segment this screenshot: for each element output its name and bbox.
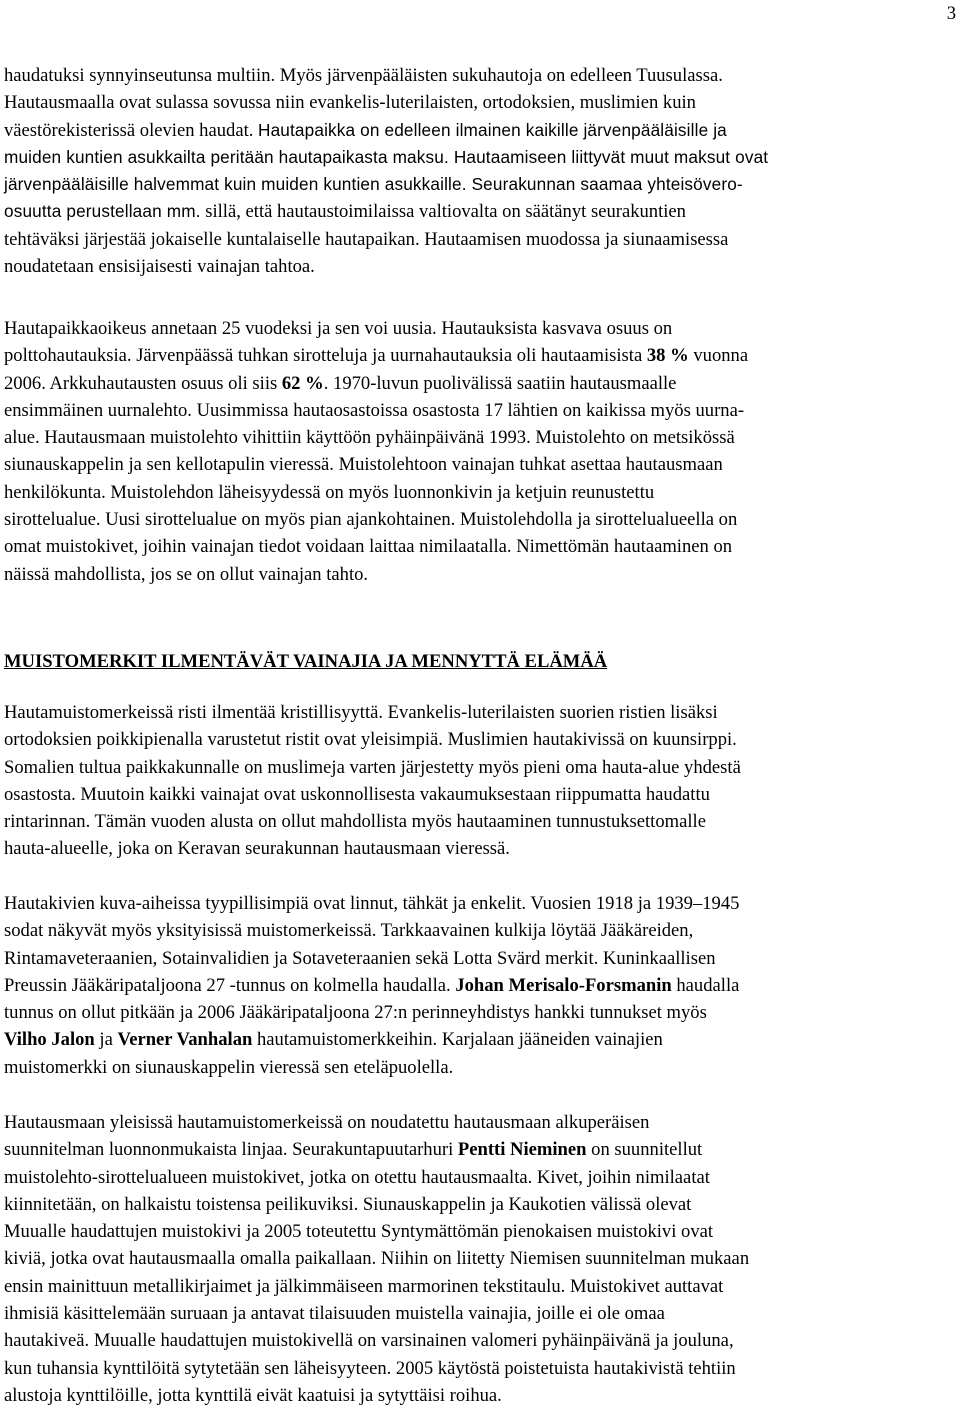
text-line: noudatetaan ensisijaisesti vainajan tahtoa. — [4, 256, 315, 278]
person-name: Johan Merisalo-Forsmanin — [455, 974, 672, 996]
text-line: ensin mainittuun metallikirjaimet ja jälkimmäiseen marmorinen tekstitaulu. Muistokivet auttavat — [4, 1275, 724, 1297]
text-line: polttohautauksia. Järvenpäässä tuhkan sirotteluja ja uurnahautauksia oli hautaamisista 38 % vuonna — [4, 345, 749, 367]
text-line: Somalien tultua paikkakunnalle on muslimeja varten järjestetty myös pieni oma hauta-alue yhdestä — [4, 756, 741, 778]
text-line: muistolehto-sirottelualueen muistokivet, jotka on otettu hautausmaalta. Kivet, joihin nimilaatat — [4, 1166, 710, 1188]
text-line: muistomerkki on siunauskappelin vieressä sen eteläpuolella. — [4, 1056, 454, 1078]
paragraph-5 — [4, 1109, 956, 1409]
text-line: Hautamuistomerkeissä risti ilmentää kristillisyyttä. Evankelis-luterilaisten suorien ristien lisäksi — [4, 702, 718, 723]
text-line: sirottelualue. Uusi sirottelualue on myös pian ajankohtainen. Muistolehdolla ja sirottelualueella on — [4, 509, 738, 531]
text-line: kun tuhansia kynttilöitä sytytetään sen läheisyyteen. 2005 käytöstä poistetuista hautakivistä tehtiin — [4, 1357, 736, 1379]
text-line: tehtäväksi järjestää jokaiselle kuntalaiselle hautapaikan. Hautaamisen muodossa ja siunaamisessa — [4, 228, 729, 250]
paragraph-1 — [4, 62, 956, 280]
text-line: 2006. Arkkuhautausten osuus oli siis 62 %. 1970-luvun puolivälissä saatiin hautausmaalle — [4, 372, 677, 394]
text-line: väestörekisterissä olevien haudat. Hautapaikka on edelleen ilmainen kaikille järvenpääläisille ja — [4, 119, 727, 141]
section-heading: MUISTOMERKIT ILMENTÄVÄT VAINAJIA JA MENNYTTÄ ELÄMÄÄ — [4, 651, 608, 672]
text-line: Vilho Jalon ja Verner Vanhalan hautamuistomerkkeihin. Karjalaan jääneiden vainajien — [4, 1029, 663, 1051]
text-line: Hautapaikkaoikeus annetaan 25 vuodeksi ja sen voi uusia. Hautauksista kasvava osuus on — [4, 318, 673, 339]
page-number: 3 — [946, 3, 956, 24]
text-line: haudatuksi synnyinseutunsa multiin. Myös järvenpääläisten sukuhautoja on edelleen Tuusulassa. — [4, 65, 723, 86]
text-line: ensimmäinen uurnalehto. Uusimmissa hautaosastoissa osastosta 17 lähtien on kaikissa myös uurna- — [4, 399, 745, 421]
highlight-percent: 62 % — [281, 372, 324, 394]
text-line: alustoja kynttilöille, jotta kynttilä eivät kaatuisi ja sytyttäisi roihua. — [4, 1384, 502, 1406]
text-line: Rintamaveteraanien, Sotainvalidien ja Sotaveteraanien sekä Lotta Svärd merkit. Kuninkaallisen — [4, 947, 716, 969]
text-line: ortodoksien poikkipienalla varustetut ristit ovat yleisimpiä. Muslimien hautakivissä on kuunsirppi. — [4, 729, 737, 751]
text-line: hauta-alueelle, joka on Keravan seurakunnan hautausmaan vieressä. — [4, 838, 510, 860]
text-line: kiviä, jotka ovat hautausmaalla omalla paikallaan. Niihin on liitetty Niemisen suunnitelman mukaan — [4, 1248, 750, 1270]
text-line: sodat näkyvät myös yksityisissä muistomerkeissä. Tarkkaavainen kulkija löytää Jääkäreiden, — [4, 920, 694, 942]
text-line: Hautausmaalla ovat sulassa sovussa niin evankelis-luterilaisten, ortodoksien, muslimien kuin — [4, 92, 696, 114]
text-line: suunnitelman luonnonmukaista linjaa. Seurakuntapuutarhuri Pentti Nieminen on suunnitellut — [4, 1139, 703, 1161]
text-line: tunnus on ollut pitkään ja 2006 Jääkäripataljoona 27:n perinneyhdistys hankki tunnukset myös — [4, 1002, 707, 1024]
text-line: alue. Hautausmaan muistolehto vihittiin käyttöön pyhäinpäivänä 1993. Muistolehto on metsikössä — [4, 427, 735, 449]
text-line: osuutta perustellaan mm. sillä, että hautaustoimilaissa valtiovalta on säätänyt seurakuntien — [4, 201, 686, 223]
text-line: hautakiveä. Muualle haudattujen muistokivellä on varsinainen valomeri pyhäinpäivänä ja jouluna, — [4, 1330, 734, 1352]
text-line: järvenpääläisille halvemmat kuin muiden kuntien asukkaille. Seurakunnan saamaa yhteisövero- — [4, 174, 743, 195]
paragraph-3 — [4, 699, 956, 863]
paragraph-4 — [4, 890, 956, 1081]
text-line: henkilökunta. Muistolehdon läheisyydessä on myös luonnonkivin ja ketjuin reunustettu — [4, 481, 655, 503]
text-line: omat muistokivet, joihin vainajan tiedot voidaan laittaa nimilaatalla. Nimettömän hautaaminen on — [4, 536, 733, 558]
text-line: osastosta. Muutoin kaikki vainajat ovat uskonnollisesta vakaumuksestaan riippumatta haudattu — [4, 783, 710, 805]
text-line: muiden kuntien asukkailta peritään hautapaikasta maksu. Hautaamiseen liittyvät muut maksut ovat — [4, 146, 769, 167]
text-line: siunauskappelin ja sen kellotapulin vieressä. Muistolehtoon vainajan tuhkat asettaa hautausmaan — [4, 454, 723, 476]
text-line: ihmisiä käsittelemään suruaan ja antavat tilaisuuden muistella vainajia, joille ei ole omaa — [4, 1303, 665, 1325]
text-line: kiinnitetään, on halkaistu toistensa peilikuviksi. Siunauskappelin ja Kaukotien välissä olevat — [4, 1193, 692, 1215]
text-line: Hautausmaan yleisissä hautamuistomerkeissä on noudatettu hautausmaan alkuperäisen — [4, 1112, 650, 1133]
text-line: näissä mahdollista, jos se on ollut vainajan tahto. — [4, 563, 369, 585]
person-name: Pentti Nieminen — [457, 1139, 587, 1161]
text-line: rintarinnan. Tämän vuoden alusta on ollut mahdollista myös hautaaminen tunnustuksettomalle — [4, 811, 706, 833]
highlight-percent: 38 % — [646, 345, 689, 367]
text-line: Preussin Jääkäripataljoona 27 -tunnus on kolmella haudalla. Johan Merisalo-Forsmanin haudalla — [4, 974, 740, 996]
person-name: Verner Vanhalan — [117, 1029, 253, 1051]
text-line: Hautakivien kuva-aiheissa tyypillisimpiä ovat linnut, tähkät ja enkelit. Vuosien 1918 ja 1939–1945 — [4, 893, 740, 914]
text-line: Muualle haudattujen muistokivi ja 2005 toteutettu Syntymättömän pienokaisen muistokivi ovat — [4, 1221, 714, 1243]
paragraph-2 — [4, 315, 956, 588]
person-name: Vilho Jalon — [4, 1029, 95, 1051]
